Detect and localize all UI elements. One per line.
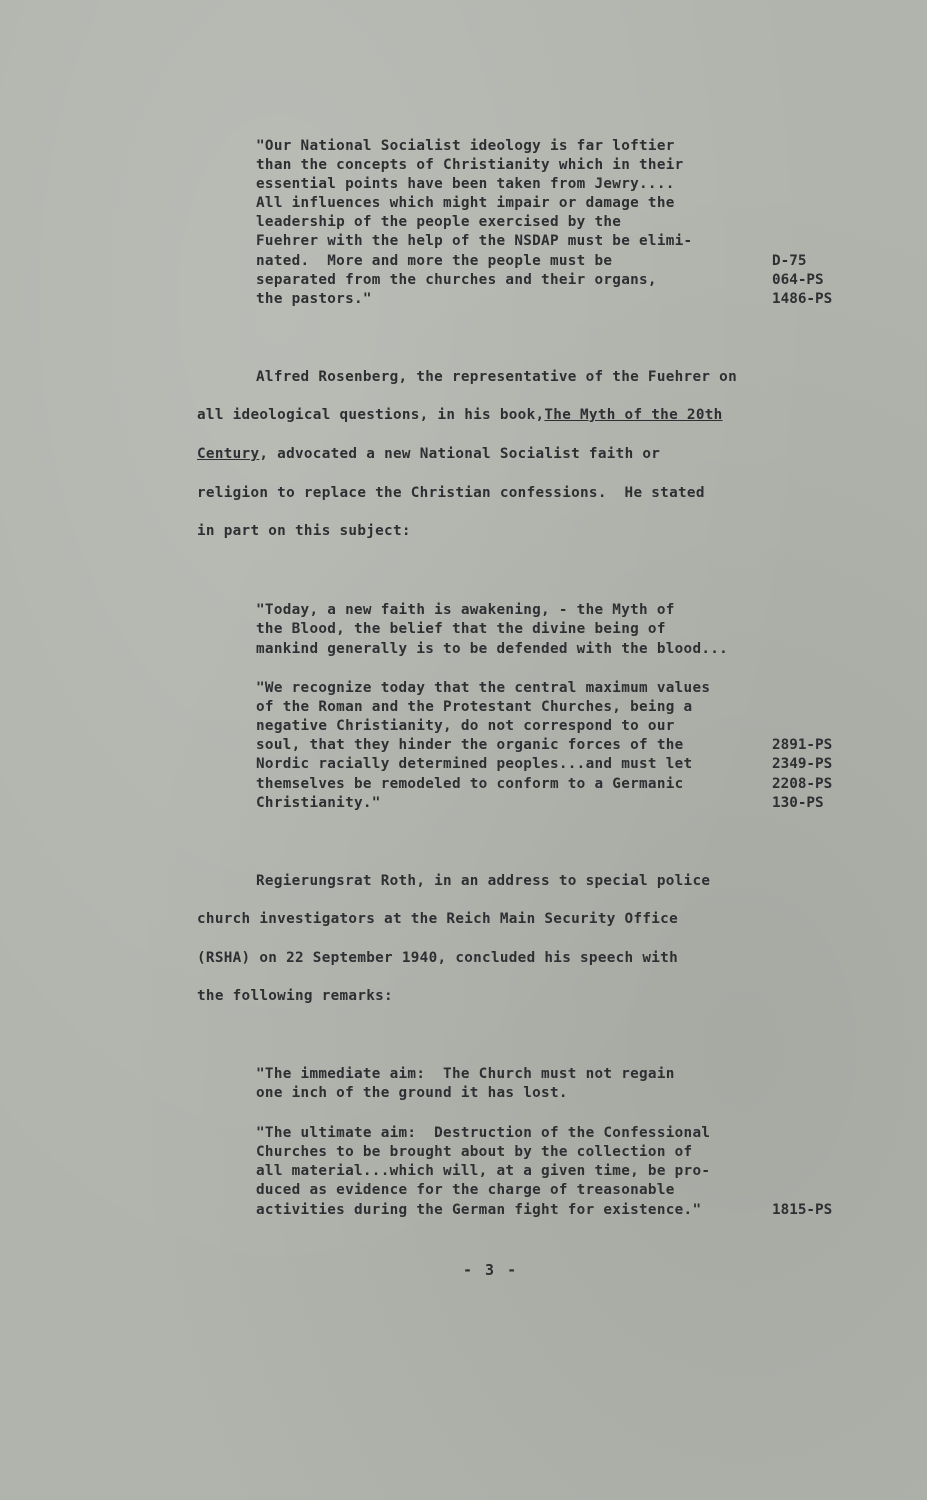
quote-line: duced as evidence for the charge of treasonable (256, 1182, 675, 1198)
quote-line: "Today, a new faith is awakening, - the Myth of (256, 602, 675, 618)
quote-line: Churches to be brought about by the collection of (256, 1144, 693, 1160)
page-number: - 3 - (463, 1261, 519, 1279)
document-reference: 2349-PS (772, 756, 833, 772)
document-reference: 1815-PS (772, 1202, 833, 1218)
paragraph-text: , advocated a new National Socialist faith or (259, 446, 661, 462)
paragraph-line (197, 445, 660, 464)
paragraph-line: Regierungsrat Roth, in an address to special police (256, 873, 711, 889)
paragraph-line: church investigators at the Reich Main Security Office (197, 911, 679, 927)
quote-line: "Our National Socialist ideology is far loftier (256, 138, 675, 154)
paragraph-line: the following remarks: (197, 988, 393, 1004)
quote-line: soul, that they hinder the organic forces of the (256, 737, 684, 753)
quote-line: Christianity." (256, 795, 381, 811)
paragraph-line: (RSHA) on 22 September 1940, concluded his speech with (197, 950, 679, 966)
quote-line: all material...which will, at a given time, be pro- (256, 1163, 711, 1179)
document-reference: 2208-PS (772, 776, 833, 792)
quote-line: the pastors." (256, 291, 372, 307)
book-title: Century (197, 446, 260, 462)
quote-line: the Blood, the belief that the divine being of (256, 621, 666, 637)
quote-line: one inch of the ground it has lost. (256, 1085, 568, 1101)
paragraph-line: religion to replace the Christian confessions. He stated (197, 485, 705, 501)
quote-line: than the concepts of Christianity which in their (256, 157, 684, 173)
quote-line: nated. More and more the people must be (256, 253, 613, 269)
quote-line: "The immediate aim: The Church must not regain (256, 1066, 675, 1082)
paragraph-line (197, 406, 723, 425)
quote-line: "We recognize today that the central maximum values (256, 680, 711, 696)
quote-line: Nordic racially determined peoples...and must let (256, 756, 693, 772)
book-title: The Myth of the 20th (544, 407, 723, 423)
document-reference: 064-PS (772, 272, 824, 288)
quote-line: All influences which might impair or damage the (256, 195, 675, 211)
quote-line: of the Roman and the Protestant Churches, being a (256, 699, 693, 715)
quote-line: essential points have been taken from Jewry.... (256, 176, 675, 192)
quote-line: Fuehrer with the help of the NSDAP must be elimi- (256, 233, 693, 249)
document-reference: 130-PS (772, 795, 824, 811)
quote-line: mankind generally is to be defended with the blood... (256, 641, 729, 657)
paragraph-text: all ideological questions, in his book, (197, 407, 545, 423)
quote-line: themselves be remodeled to conform to a Germanic (256, 776, 684, 792)
quote-line: "The ultimate aim: Destruction of the Confessional (256, 1125, 711, 1141)
document-reference: 2891-PS (772, 737, 833, 753)
document-reference: 1486-PS (772, 291, 833, 307)
quote-line: activities during the German fight for existence." (256, 1202, 702, 1218)
document-reference: D-75 (772, 253, 807, 269)
quote-line: leadership of the people exercised by the (256, 214, 622, 230)
paragraph-line: in part on this subject: (197, 523, 411, 539)
quote-line: negative Christianity, do not correspond to our (256, 718, 675, 734)
quote-line: separated from the churches and their organs, (256, 272, 657, 288)
paragraph-line: Alfred Rosenberg, the representative of the Fuehrer on (256, 369, 738, 385)
